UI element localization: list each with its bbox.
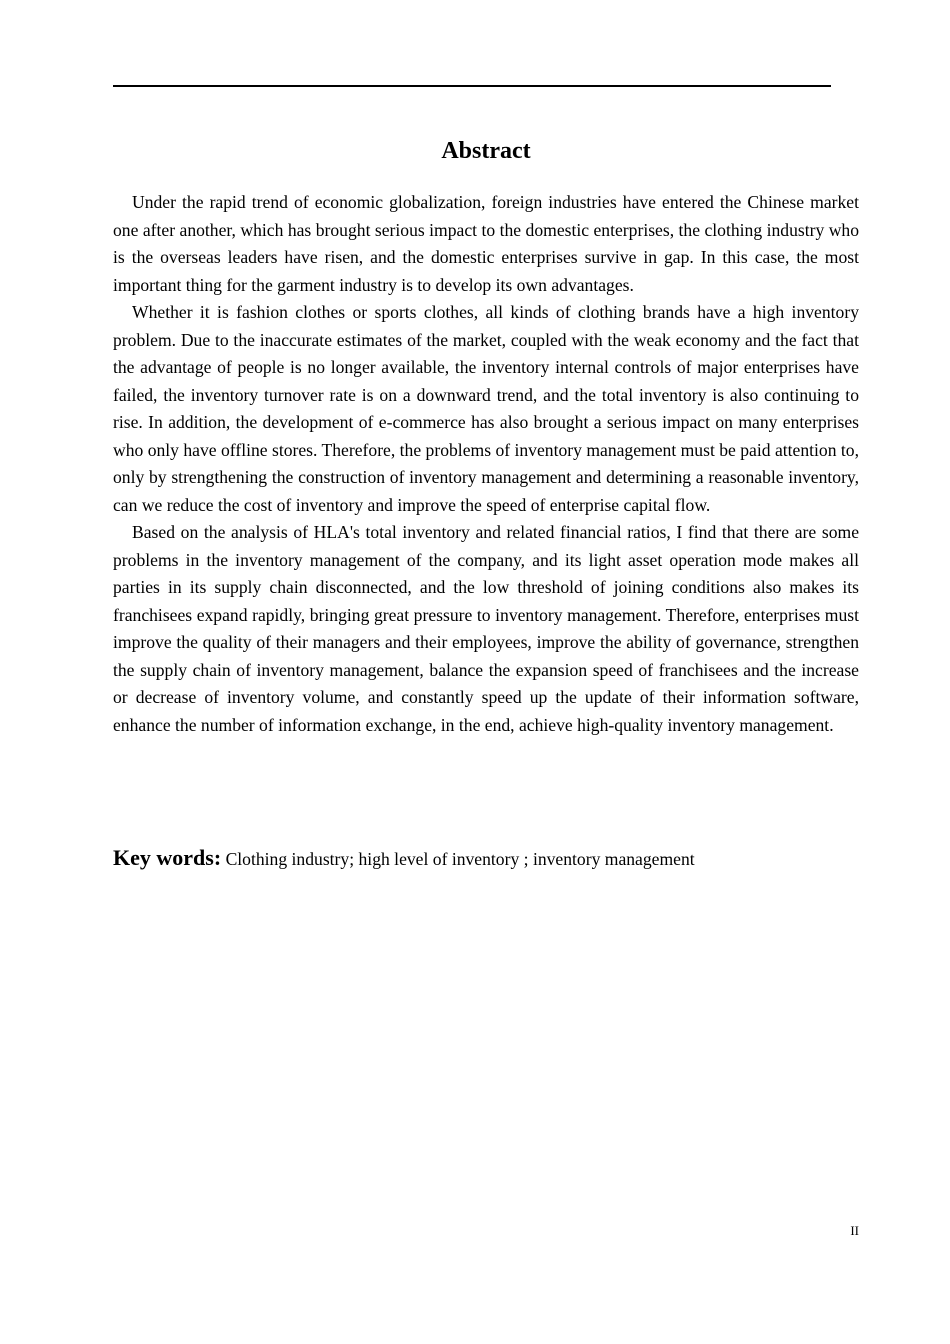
abstract-paragraph-2: Whether it is fashion clothes or sports clothes, all kinds of clothing brands have a high inventory problem. Due to the inaccurate estimates of the market, coupled with the weak economy and the fact that the advantage of people is no longer available, the inventory internal controls of major enterprises have failed, the inventory turnover rate is on a downward trend, and the total inventory is also continuing to rise. In addition, the development of e-commerce has also brought a serious impact on many enterprises who only have offline stores. Therefore, the problems of inventory management must be paid attention to, only by strengthening the construction of inventory management and determining a reasonable inventory, can we reduce the cost of inventory and improve the speed of enterprise capital flow. xyxy=(113,302,859,515)
abstract-body xyxy=(113,189,859,739)
abstract-title: Abstract xyxy=(441,138,531,164)
keywords-line xyxy=(113,844,859,873)
keywords-label: Key words: xyxy=(113,845,222,870)
abstract-paragraph-1: Under the rapid trend of economic globalization, foreign industries have entered the Chinese market one after another, which has brought serious impact to the domestic enterprises, the clothing industry who is the overseas leaders have risen, and the domestic enterprises survive in gap. In this case, the most important thing for the garment industry is to develop its own advantages. xyxy=(113,192,859,295)
header-rule xyxy=(113,85,831,87)
page-number: II xyxy=(850,1223,859,1238)
abstract-paragraph-3: Based on the analysis of HLA's total inventory and related financial ratios, I find that there are some problems in the inventory management of the company, and its light asset operation mode makes all parties in its supply chain disconnected, and the low threshold of joining conditions also makes its franchisees expand rapidly, bringing great pressure to inventory management. Therefore, enterprises must improve the quality of their managers and their employees, improve the ability of governance, strengthen the supply chain of inventory management, balance the expansion speed of franchisees and the increase or decrease of inventory volume, and constantly speed up the update of their information software, enhance the number of information exchange, in the end, achieve high-quality inventory management. xyxy=(113,522,859,735)
keywords-text: Clothing industry; high level of inventory ; inventory management xyxy=(225,849,695,869)
